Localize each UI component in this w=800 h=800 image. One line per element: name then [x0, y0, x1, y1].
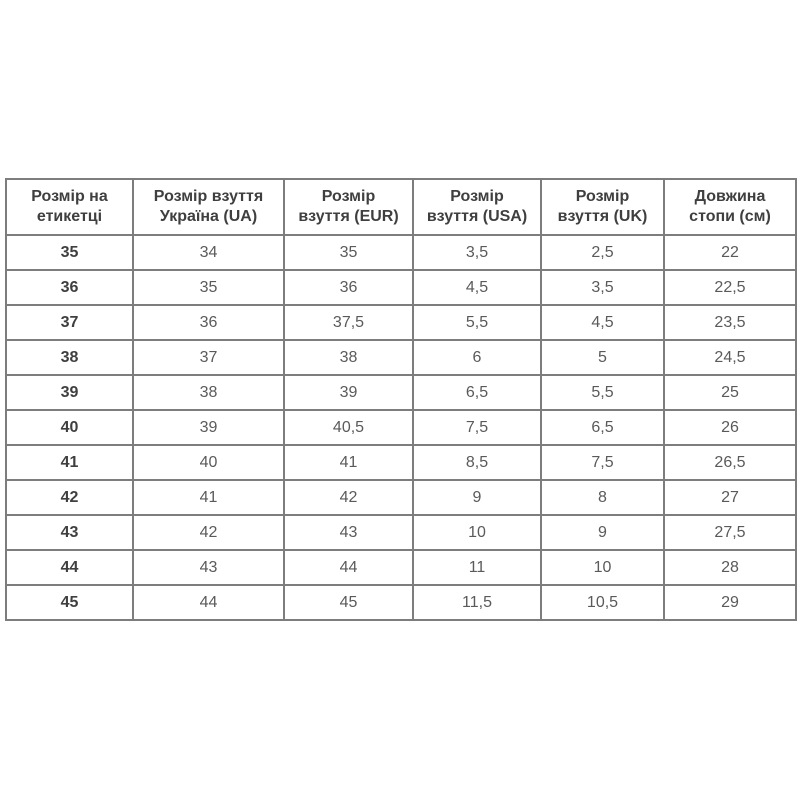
value-cell: 5,5 — [541, 375, 664, 410]
value-cell: 4,5 — [413, 270, 541, 305]
value-cell: 11 — [413, 550, 541, 585]
value-cell: 41 — [133, 480, 284, 515]
value-cell: 3,5 — [541, 270, 664, 305]
row-label-cell: 43 — [6, 515, 133, 550]
column-header-line: Розмір — [575, 188, 630, 205]
column-header — [133, 179, 284, 235]
row-label-cell: 45 — [6, 585, 133, 620]
column-header-line: Україна (UA) — [159, 208, 258, 225]
column-header-line: Розмір — [321, 188, 376, 205]
value-cell: 26 — [664, 410, 796, 445]
table-row — [6, 235, 796, 270]
value-cell: 36 — [133, 305, 284, 340]
value-cell: 11,5 — [413, 585, 541, 620]
column-header — [664, 179, 796, 235]
value-cell: 6,5 — [413, 375, 541, 410]
row-label-cell: 35 — [6, 235, 133, 270]
table-row — [6, 515, 796, 550]
value-cell: 40,5 — [284, 410, 413, 445]
value-cell: 3,5 — [413, 235, 541, 270]
value-cell: 36 — [284, 270, 413, 305]
value-cell: 44 — [284, 550, 413, 585]
row-label-cell: 44 — [6, 550, 133, 585]
row-label-cell: 38 — [6, 340, 133, 375]
value-cell: 43 — [133, 550, 284, 585]
header-row — [6, 179, 796, 235]
value-cell: 43 — [284, 515, 413, 550]
value-cell: 2,5 — [541, 235, 664, 270]
value-cell: 8 — [541, 480, 664, 515]
column-header-line: етикетці — [36, 208, 103, 225]
value-cell: 37,5 — [284, 305, 413, 340]
table-row — [6, 480, 796, 515]
value-cell: 35 — [133, 270, 284, 305]
value-cell: 42 — [133, 515, 284, 550]
value-cell: 9 — [413, 480, 541, 515]
table-header — [6, 179, 796, 235]
table-row — [6, 340, 796, 375]
column-header — [284, 179, 413, 235]
value-cell: 25 — [664, 375, 796, 410]
value-cell: 5 — [541, 340, 664, 375]
column-header-line: Розмір на — [31, 188, 108, 205]
value-cell: 10,5 — [541, 585, 664, 620]
value-cell: 4,5 — [541, 305, 664, 340]
column-header-line: Розмір взуття — [153, 188, 264, 205]
value-cell: 6 — [413, 340, 541, 375]
shoe-size-conversion-table — [5, 178, 797, 621]
column-header — [6, 179, 133, 235]
table-row — [6, 550, 796, 585]
value-cell: 39 — [284, 375, 413, 410]
row-label-cell: 37 — [6, 305, 133, 340]
value-cell: 10 — [541, 550, 664, 585]
value-cell: 42 — [284, 480, 413, 515]
row-label-cell: 39 — [6, 375, 133, 410]
column-header-line: Довжина — [694, 188, 766, 205]
column-header-line: взуття (UK) — [557, 208, 648, 225]
row-label-cell: 40 — [6, 410, 133, 445]
column-header-line: взуття (USA) — [426, 208, 528, 225]
value-cell: 8,5 — [413, 445, 541, 480]
table-body — [6, 235, 796, 620]
value-cell: 9 — [541, 515, 664, 550]
table-row — [6, 305, 796, 340]
table-row — [6, 445, 796, 480]
row-label-cell: 42 — [6, 480, 133, 515]
column-header — [413, 179, 541, 235]
value-cell: 38 — [133, 375, 284, 410]
value-cell: 41 — [284, 445, 413, 480]
table-row — [6, 375, 796, 410]
value-cell: 27,5 — [664, 515, 796, 550]
value-cell: 38 — [284, 340, 413, 375]
value-cell: 26,5 — [664, 445, 796, 480]
column-header-line: стопи (см) — [689, 208, 771, 225]
value-cell: 22,5 — [664, 270, 796, 305]
value-cell: 7,5 — [413, 410, 541, 445]
table-row — [6, 585, 796, 620]
value-cell: 6,5 — [541, 410, 664, 445]
value-cell: 35 — [284, 235, 413, 270]
column-header-line: взуття (EUR) — [298, 208, 399, 225]
row-label-cell: 41 — [6, 445, 133, 480]
value-cell: 44 — [133, 585, 284, 620]
value-cell: 29 — [664, 585, 796, 620]
value-cell: 10 — [413, 515, 541, 550]
value-cell: 22 — [664, 235, 796, 270]
value-cell: 34 — [133, 235, 284, 270]
value-cell: 5,5 — [413, 305, 541, 340]
value-cell: 39 — [133, 410, 284, 445]
value-cell: 23,5 — [664, 305, 796, 340]
column-header-line: Розмір — [450, 188, 504, 205]
table-row — [6, 270, 796, 305]
value-cell: 37 — [133, 340, 284, 375]
value-cell: 7,5 — [541, 445, 664, 480]
value-cell: 40 — [133, 445, 284, 480]
value-cell: 28 — [664, 550, 796, 585]
value-cell: 24,5 — [664, 340, 796, 375]
value-cell: 45 — [284, 585, 413, 620]
value-cell: 27 — [664, 480, 796, 515]
table-row — [6, 410, 796, 445]
row-label-cell: 36 — [6, 270, 133, 305]
column-header — [541, 179, 664, 235]
